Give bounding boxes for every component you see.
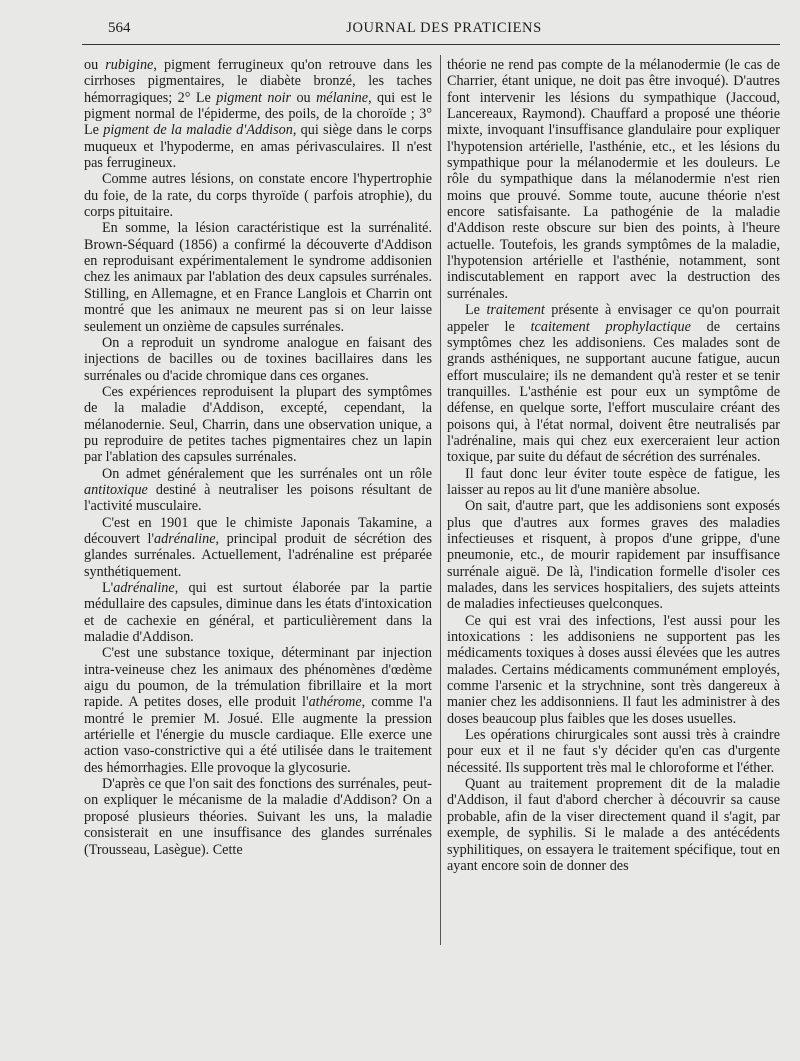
- paragraph: [84, 466, 432, 515]
- right-column: [447, 57, 780, 1057]
- text-run: D'après ce que l'on sait des fonctions des surrénales, peut-on expliquer le mécanisme de la maladie d'Addison? On a proposé plusieurs théories. Suivant les uns, la maladie consisterait en une insuffisance des glandes surrénales (Trousseau, Lasègue). Cette: [84, 776, 432, 858]
- text-run: On a reproduit un syndrome analogue en faisant des injections de bacilles ou de toxines bacillaires dans les surrénales ou d'acide chromique dans ces organes.: [84, 334, 432, 384]
- paragraph: [84, 57, 432, 171]
- text-run: , comme l'a montré le premier M. Josué. Elle augmente la pression artérielle et l'énergie du muscle cardiaque. Elle exerce une action vaso-constrictive qui a été utilisée dans le traitement des hémorrhagies. Elle provoque la glycosurie.: [84, 694, 432, 776]
- text-run: C'est une substance toxique, déterminant par injection intra-veineuse chez les animaux des phénomènes d'œdème aigu du poumon, de la trémulation fibrillaire et la mort rapide. A petites doses, elle produit l': [84, 645, 432, 711]
- paragraph: [447, 57, 780, 302]
- italic-term: pigment noir: [216, 89, 292, 106]
- italic-term: athérome: [308, 694, 362, 711]
- italic-term: tcaitement prophylactique: [530, 318, 691, 335]
- left-column: [84, 57, 432, 1057]
- text-run: C'est en 1901 que le chimiste Japonais Takamine, a découvert l': [84, 514, 432, 547]
- paragraph: [84, 645, 432, 776]
- text-run: présente à envisager ce qu'on pourrait appeler le: [447, 302, 780, 335]
- paragraph: [84, 335, 432, 384]
- text-run: On admet généralement que les surrénales ont un rôle: [102, 465, 432, 482]
- italic-term: traitement: [486, 302, 545, 319]
- running-title: JOURNAL DES PRATICIENS: [346, 20, 542, 36]
- text-run: de certains symptômes chez les addisoniens. Ces malades sont de grands asthéniques, ne supportant aucune fatigue, aucun effort musculaire; ils ne demandent qu'à rester et se tenir tranquilles. L'asthénie est pour eux un symptôme de défense, en quelque sorte, l'effort musculaire créant des poisons qui, à l'état normal, doivent être neutralisés par l'adrénaline, mais qui chez eux exerceraient leur action toxique, par suite du défaut de sécrétion des surrénales.: [447, 318, 780, 466]
- paragraph: [447, 302, 780, 465]
- text-run: , principal produit de sécrétion des glandes surrénales. Actuellement, l'adrénaline est préparée synthétiquement.: [84, 530, 432, 580]
- text-run: théorie ne rend pas compte de la mélanodermie (le cas de Charrier, étant unique, ne doit pas être invoqué). D'autres font intervenir les lésions du sympathique (Jaccoud, Lancereaux, Raymond). Chauffard a proposé une théorie mixte, invoquant l'insuffisance glandulaire pour expliquer l'hypotension artérielle, l'asthénie, etc., et les lésions du sympathique pour la mélanodermie et les douleurs. Le rôle du sympathique dans la mélanodermie n'est rien moins que prouvé. Somme toute, aucune théorie n'est encore satisfaisante. La pathogénie de la maladie d'Addison reste obscure sur bien des points, à l'heure actuelle. Toutefois, les grands symptômes de la maladie, l'hypotension artérielle et l'asthénie, notamment, sont indiscutablement en rapport avec la destruction des surrénales.: [447, 57, 780, 302]
- text-run: Quant au traitement proprement dit de la maladie d'Addison, il faut d'abord chercher à découvrir sa cause probable, afin de la viser directement quand il s'agit, par exemple, de syphilis. Si le malade a des antécédents syphilitiques, on essayera le traitement spécifique, tout en ayant encore soin de donner des: [447, 776, 780, 874]
- text-run: On sait, d'autre part, que les addisoniens sont exposés plus que d'autres aux formes graves des maladies infectieuses et risquent, à propos d'une grippe, d'une pneumonie, etc., de mourir rapidement par insuffisance surrénale aiguë. De là, l'indication formelle d'isoler ces malades, dans les services hospitaliers, des sujets atteints de maladies infectieuses quelconques.: [447, 498, 780, 613]
- paragraph: [447, 466, 780, 499]
- text-run: ou: [84, 57, 106, 73]
- page-header: [108, 20, 780, 42]
- paragraph: [84, 515, 432, 580]
- italic-term: rubigine: [105, 57, 154, 73]
- italic-term: adrénaline: [113, 580, 175, 596]
- paragraph: [447, 498, 780, 612]
- paragraph: [84, 776, 432, 858]
- text-run: Le: [465, 302, 487, 319]
- text-run: , qui est surtout élaborée par la partie médullaire des capsules, diminue dans les états d'intoxication et de cachexie en général, et particulièrement dans la maladie d'Addison.: [84, 580, 432, 646]
- paragraph: [447, 613, 780, 727]
- text-run: Comme autres lésions, on constate encore l'hypertrophie du foie, de la rate, du corps thyroïde ( parfois atrophie), du corps pituitaire.: [84, 171, 432, 221]
- text-run: L': [102, 580, 114, 596]
- text-run: Ces expériences reproduisent la plupart des symptômes de la maladie d'Addison, excepté, cependant, la mélanodernie. Seul, Charrin, dans une observation unique, a pu reproduire de petites taches pigmentaires chez un lapin par l'ablation des capsules surrénales.: [84, 383, 432, 466]
- text-run: ou: [291, 89, 317, 106]
- paragraph: [447, 776, 780, 874]
- text-run: Ce qui est vrai des infections, l'est aussi pour les intoxications : les addisoniens ne supportent pas les médicaments toxiques à doses aussi élevées que les autres malades. Certains médicaments communément employés, comme l'arsenic et la strychnine, sont très dangereux à manier chez les addisonniens. Il faut les administrer à des doses beaucoup plus faibles que les doses usuelles.: [447, 612, 780, 727]
- paragraph: [447, 727, 780, 776]
- paragraph: [84, 220, 432, 334]
- italic-term: adrénaline: [154, 530, 216, 547]
- paragraph: [84, 171, 432, 220]
- text-run: En somme, la lésion caractéristique est la surrénalité. Brown-Séquard (1856) a confirmé la découverte d'Addison en reproduisant expérimentalement le syndrome addisonien chez les animaux par l'ablation des deux capsules surrénales. Stilling, en Allemagne, et en France Langlois et Charrin ont montré que les animaux ne meurent pas si on leur laisse seulement un onzième de capsules surrénales.: [84, 220, 432, 335]
- text-run: Il faut donc leur éviter toute espèce de fatigue, les laisser au repos au lit d'une manière absolue.: [447, 465, 780, 498]
- column-divider: [440, 55, 441, 945]
- italic-term: mélanine: [316, 89, 369, 106]
- italic-term: pigment de la maladie d'Addison: [103, 122, 293, 139]
- text-run: destiné à neutraliser les poisons résultant de l'activité musculaire.: [84, 481, 432, 515]
- text-run: , pigment ferrugineux qu'on retrouve dans les cirrhoses pigmentaires, le diabète bronzé, les taches hémorragiques; 2° Le: [84, 57, 432, 106]
- header-rule: [82, 44, 780, 45]
- italic-term: antitoxique: [84, 481, 148, 498]
- paragraph: [84, 384, 432, 466]
- text-run: , qui est le pigment normal de l'épiderme, des poils, de la choroïde ; 3° Le: [84, 89, 432, 139]
- page-number: 564: [108, 20, 131, 36]
- text-run: , qui siège dans le corps muqueux et l'hypoderme, en amas périvasculaires. Il n'est pas ferrugineux.: [84, 122, 432, 172]
- text-run: Les opérations chirurgicales sont aussi très à craindre pour eux et il ne faut s'y décider qu'en cas d'urgente nécessité. Ils supportent très mal le chloroforme et l'éther.: [447, 727, 780, 776]
- paragraph: [84, 580, 432, 645]
